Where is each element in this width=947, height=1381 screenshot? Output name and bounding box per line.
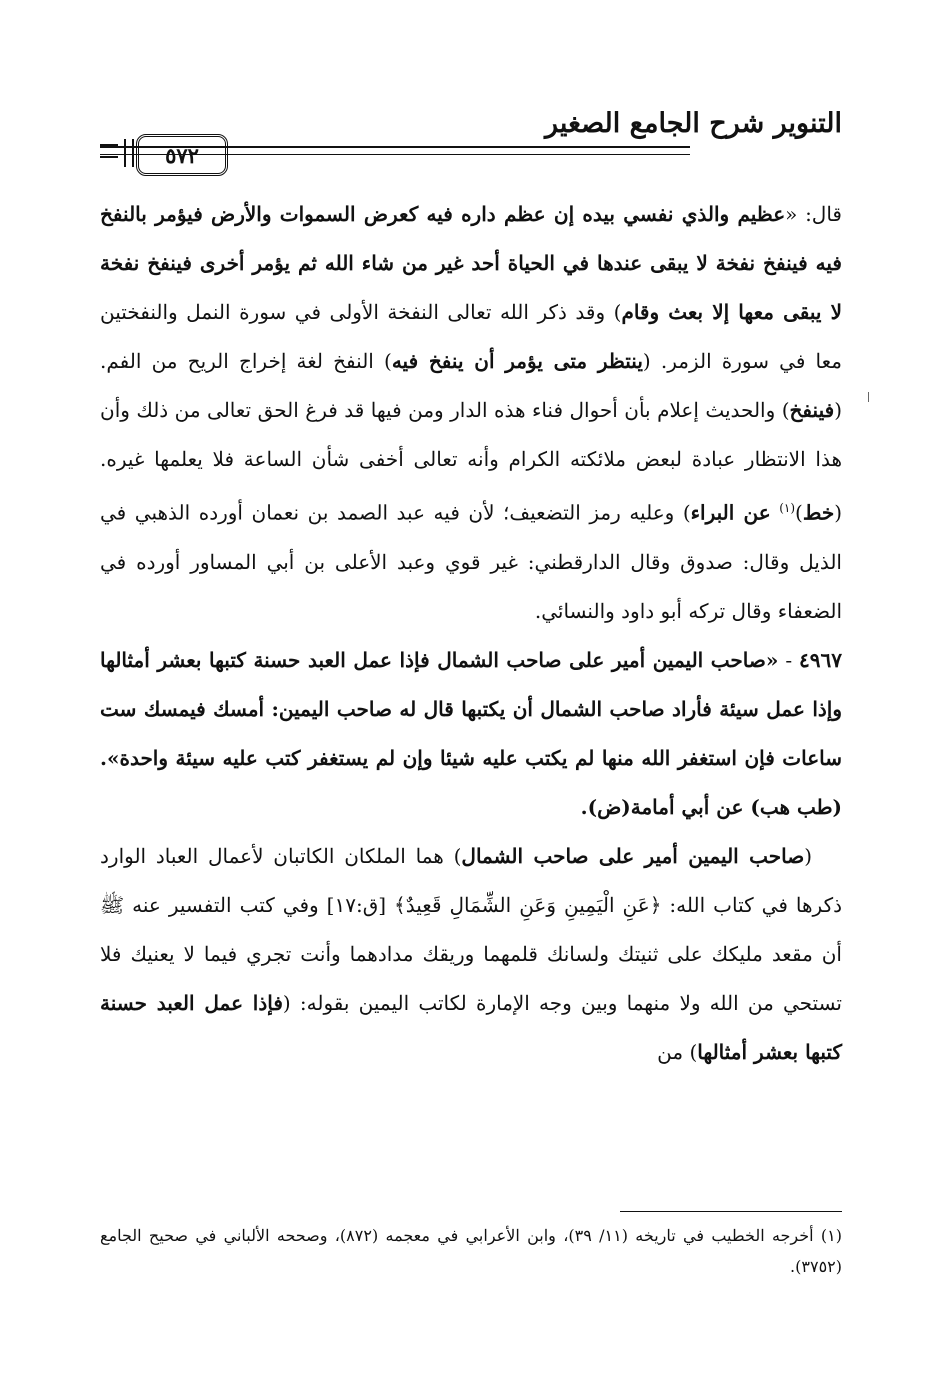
commentary-paragraph-2 <box>100 832 842 1077</box>
footnote-separator <box>620 1211 842 1212</box>
text-run <box>771 501 780 525</box>
page-header <box>100 100 842 180</box>
running-title: التنوير شرح الجامع الصغير <box>545 108 842 139</box>
source-abbreviation: خط <box>802 500 835 525</box>
text-run: - <box>778 647 800 672</box>
text-run: قال: « <box>785 202 842 226</box>
page-number-ornament <box>124 139 134 167</box>
footnote-reference[interactable]: (١) <box>779 501 796 515</box>
quoted-phrase: فإذا عمل العبد حسنة كتبها بعشر أمثالها <box>100 990 842 1064</box>
text-run: ) وعليه رمز التضعيف؛ لأن فيه عبد الصمد بن نعمان أورده الذهبي في الذيل وقال: صدوق وقال الدارقطني: غير قوي وعبد الأعلى بن أبي المساور أورده في الضعفاء وقال تركه أبو داود والنسائي. <box>100 500 842 623</box>
quoted-phrase: صاحب اليمين أمير على صاحب الشمال <box>461 843 805 868</box>
text-run: ) وقد ذكر الله تعالى النفخة الأولى في سورة النمل والنفختين معا في سورة الزمر. ( <box>100 300 842 373</box>
text-run: ) <box>795 500 803 525</box>
text-run: ) هما الملكان الكاتبان لأعمال العباد الوارد ذكرها في كتاب الله: ﴿عَنِ الْيَمِينِ وَعَنِ الشِّمَالِ قَعِيدٌ﴾ [ق:١٧] وفي كتب التفسير عنه ﷺ أن مقعد مليكك على ثنيتك ولسانك قلمهما وريقك مدادهما وأنت تجري فيما لا يعنيك فلا تستحي من الله ولا منهما وبين وجه الإمارة لكاتب اليمين بقوله: ( <box>100 843 842 1015</box>
hadith-quote: عظيم والذي نفسي بيده إن عظم داره فيه كعرض السموات والأرض فيؤمر بالنفخ فيه فينفخ نفخة لا يبقى عندها في الحياة أحد غير من شاء الله ثم يؤمر أخرى فينفخ نفخة لا يبقى معها إلا بعث وقام <box>100 202 842 324</box>
page-number-prefix-mark <box>100 144 118 158</box>
footnote-1: (١) أخرجه الخطيب في تاريخه (١١/ ٣٩)، وابن الأعرابي في معجمه (٨٧٢)، وصححه الألباني في صحيح الجامع (٣٧٥٢). <box>100 1226 842 1276</box>
narrator: عن البراء <box>690 500 771 525</box>
footnotes <box>100 1220 842 1282</box>
margin-mark <box>868 392 869 402</box>
hadith-text: «صاحب اليمين أمير على صاحب الشمال فإذا عمل العبد حسنة كتبها بعشر أمثالها وإذا عمل سيئة فأراد صاحب الشمال أن يكتبها قال له صاحب اليمين: أمسك فيمسك ست ساعات فإن استغفر الله منها لم يكتب عليه شيئا وإن لم يستغفر كتب عليه سيئة واحدة». (طب هب) عن أبي أمامة(ض). <box>100 647 842 819</box>
text-run: ) النفخ لغة إخراج الريح من الفم. ( <box>100 349 842 422</box>
text-run: ) والحديث إعلام بأن أحوال فناء هذه الدار ومن فيها قد فرغ الحق تعالى من ذلك وأن هذا الانتظار عبادة لبعض ملائكته الكرام وأنه تعالى أخفى شأن الساعة فلا يعلمها غيره. ( <box>100 398 842 525</box>
hadith-entry <box>100 636 842 832</box>
main-text <box>100 190 842 1170</box>
quoted-phrase: ينتظر متى يؤمر أن ينفخ فيه <box>391 349 643 373</box>
hadith-number: ٤٩٦٧ <box>799 647 842 672</box>
text-run: ) من <box>657 1039 698 1064</box>
quoted-phrase: فينفخ <box>789 398 835 422</box>
text-run: ( <box>804 843 812 868</box>
page-number: ٥٧٢ <box>136 134 228 176</box>
commentary-paragraph-1 <box>100 190 842 636</box>
